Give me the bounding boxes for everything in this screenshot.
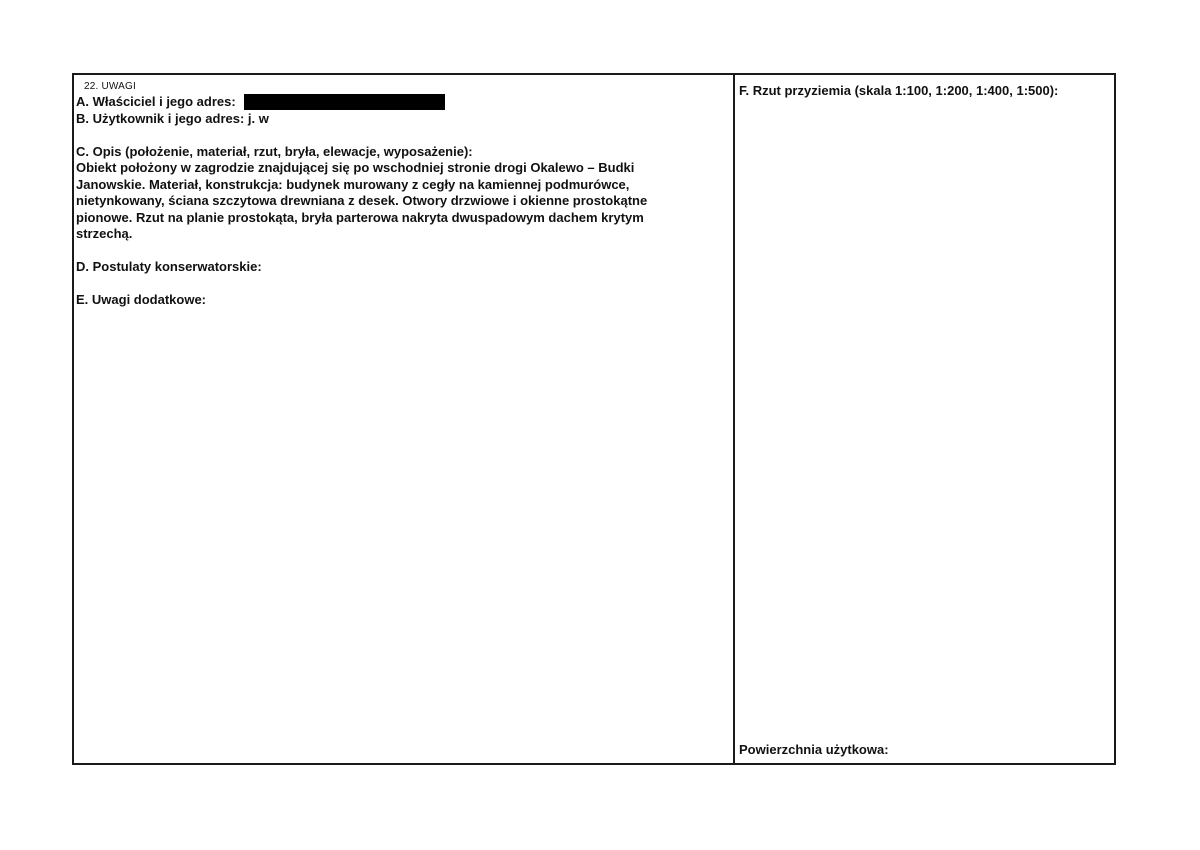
form-frame (72, 73, 1116, 765)
floor-plan-column (735, 75, 1114, 763)
remarks-label: E. Uwagi dodatkowe: (76, 292, 207, 307)
postulates-label: D. Postulaty konserwatorskie: (76, 259, 262, 274)
usable-area-label: Powierzchnia użytkowa: (739, 742, 889, 757)
spacer (76, 127, 719, 144)
remarks-content (76, 94, 719, 309)
remarks-column (74, 75, 735, 763)
redaction-bar (244, 94, 445, 110)
section-number: 22. UWAGI (84, 81, 136, 92)
spacer (76, 243, 719, 260)
owner-row (76, 94, 719, 111)
user-label: B. Użytkownik i jego adres: j. w (76, 110, 269, 126)
spacer (76, 276, 719, 293)
floor-plan-heading: F. Rzut przyziemia (skala 1:100, 1:200, 1:400, 1:500): (739, 83, 1059, 98)
owner-label: A. Właściciel i jego adres: (76, 94, 236, 109)
description-text: Obiekt położony w zagrodzie znajdującej się po wschodniej stronie drogi Okalewo – Budki Janowskie. Materiał, konstrukcja: budynek murowany z cegły na kamiennej podmurówce, nietynkowany, ściana szczytowa drewniana z desek. Otwory drzwiowe i okienne prostokątne pionowe. Rzut na planie prostokąta, bryła parterowa nakryta dwuspadowym dachem krytym strzechą. (76, 160, 648, 241)
description-label: C. Opis (położenie, materiał, rzut, bryła, elewacje, wyposażenie): (76, 143, 473, 159)
